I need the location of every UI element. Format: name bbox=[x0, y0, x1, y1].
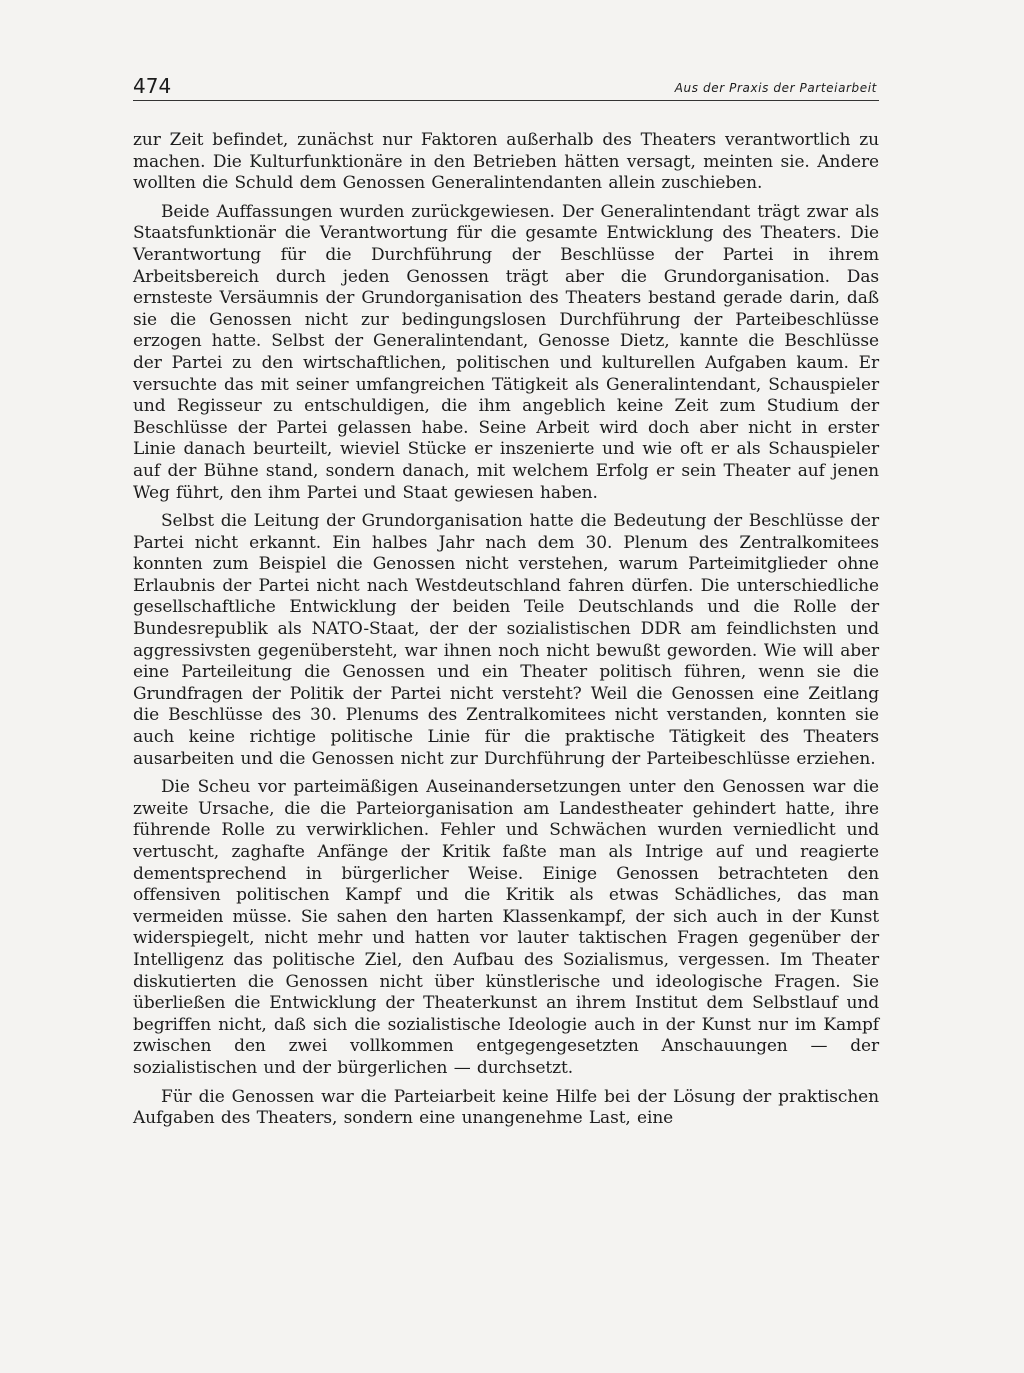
running-title: Aus der Praxis der Parteiarbeit bbox=[674, 81, 877, 95]
paragraph-party-work: Für die Genossen war die Parteiarbeit keine Hilfe bei der Lösung der praktischen Aufgaben des Theaters, sondern eine unangenehme Last, eine bbox=[133, 1086, 879, 1129]
paragraph-responsibility: Beide Auffassungen wurden zurückgewiesen. Der Generalintendant trägt zwar als Staatsfunktionär die Verantwortung für die gesamte Entwicklung des Theaters. Die Verantwortung für die Durchführung der Beschlüsse der Partei in ihrem Arbeitsbereich durch jeden Genossen trägt aber die Grundorganisation. Das ernsteste Versäumnis der Grundorganisation des Theaters bestand gerade darin, daß sie die Genossen nicht zur bedingungslosen Durchführung der Parteibeschlüsse erzogen hatte. Selbst der Generalintendant, Genosse Dietz, kannte die Beschlüsse der Partei zu den wirtschaftlichen, politischen und kulturellen Aufgaben kaum. Er versuchte das mit seiner umfangreichen Tätigkeit als Generalintendant, Schauspieler und Regisseur zu entschuldigen, die ihm angeblich keine Zeit zum Studium der Beschlüsse der Partei gelassen habe. Seine Arbeit wird doch aber nicht in erster Linie danach beurteilt, wieviel Stücke er inszenierte und wie oft er als Schauspieler auf der Bühne stand, sondern danach, mit welchem Erfolg er sein Theater auf jenen Weg führt, den ihm Partei und Staat gewiesen haben. bbox=[133, 201, 879, 503]
paragraph-leadership: Selbst die Leitung der Grundorganisation hatte die Bedeutung der Beschlüsse der Partei nicht erkannt. Ein halbes Jahr nach dem 30. Plenum des Zentralkomitees konnten zum Beispiel die Genossen nicht verstehen, warum Parteimitglieder ohne Erlaubnis der Partei nicht nach Westdeutschland fahren dürfen. Die unterschiedliche gesellschaftliche Entwicklung der beiden Teile Deutschlands und die Rolle der Bundesrepublik als NATO-Staat, der der sozialistischen DDR am feindlichsten und aggressivsten gegenübersteht, war ihnen noch nicht bewußt geworden. Wie will aber eine Parteileitung die Genossen und ein Theater politisch führen, wenn sie die Grundfragen der Politik der Partei nicht versteht? Weil die Genossen eine Zeitlang die Beschlüsse des 30. Plenums des Zentralkomitees nicht verstanden, konnten sie auch keine richtige politische Linie für die praktische Tätigkeit des Theaters ausarbeiten und die Genossen nicht zur Durchführung der Parteibeschlüsse erziehen. bbox=[133, 511, 879, 769]
paragraph-continuation: zur Zeit befindet, zunächst nur Faktoren außerhalb des Theaters verantwortlich zu machen. Die Kulturfunktionäre in den Betrieben hätten versagt, meinten sie. Andere wollten die Schuld dem Genossen Generalintendanten allein zuschieben. bbox=[133, 130, 879, 194]
body-text bbox=[133, 130, 879, 1130]
page-number: 474 bbox=[133, 74, 172, 98]
page-header bbox=[133, 76, 879, 101]
paragraph-criticism: Die Scheu vor parteimäßigen Auseinandersetzungen unter den Genossen war die zweite Ursache, die die Parteiorganisation am Landestheater gehindert hatte, ihre führende Rolle zu verwirklichen. Fehler und Schwächen wurden verniedlicht und vertuscht, zaghafte Anfänge der Kritik faßte man als Intrige auf und reagierte dementsprechend in bürgerlicher Weise. Einige Genossen betrachteten den offensiven politischen Kampf und die Kritik als etwas Schädliches, das man vermeiden müsse. Sie sahen den harten Klassenkampf, der sich auch in der Kunst widerspiegelt, nicht mehr und hatten vor lauter taktischen Fragen gegenüber der Intelligenz das politische Ziel, den Aufbau des Sozialismus, vergessen. Im Theater diskutierten die Genossen nicht über künstlerische und ideologische Fragen. Sie überließen die Entwicklung der Theaterkunst an ihrem Institut dem Selbstlauf und begriffen nicht, daß sich die sozialistische Ideologie auch in der Kunst nur im Kampf zwischen den zwei vollkommen entgegengesetzten Anschauungen — der sozialistischen und der bürgerlichen — durchsetzt. bbox=[133, 777, 879, 1078]
